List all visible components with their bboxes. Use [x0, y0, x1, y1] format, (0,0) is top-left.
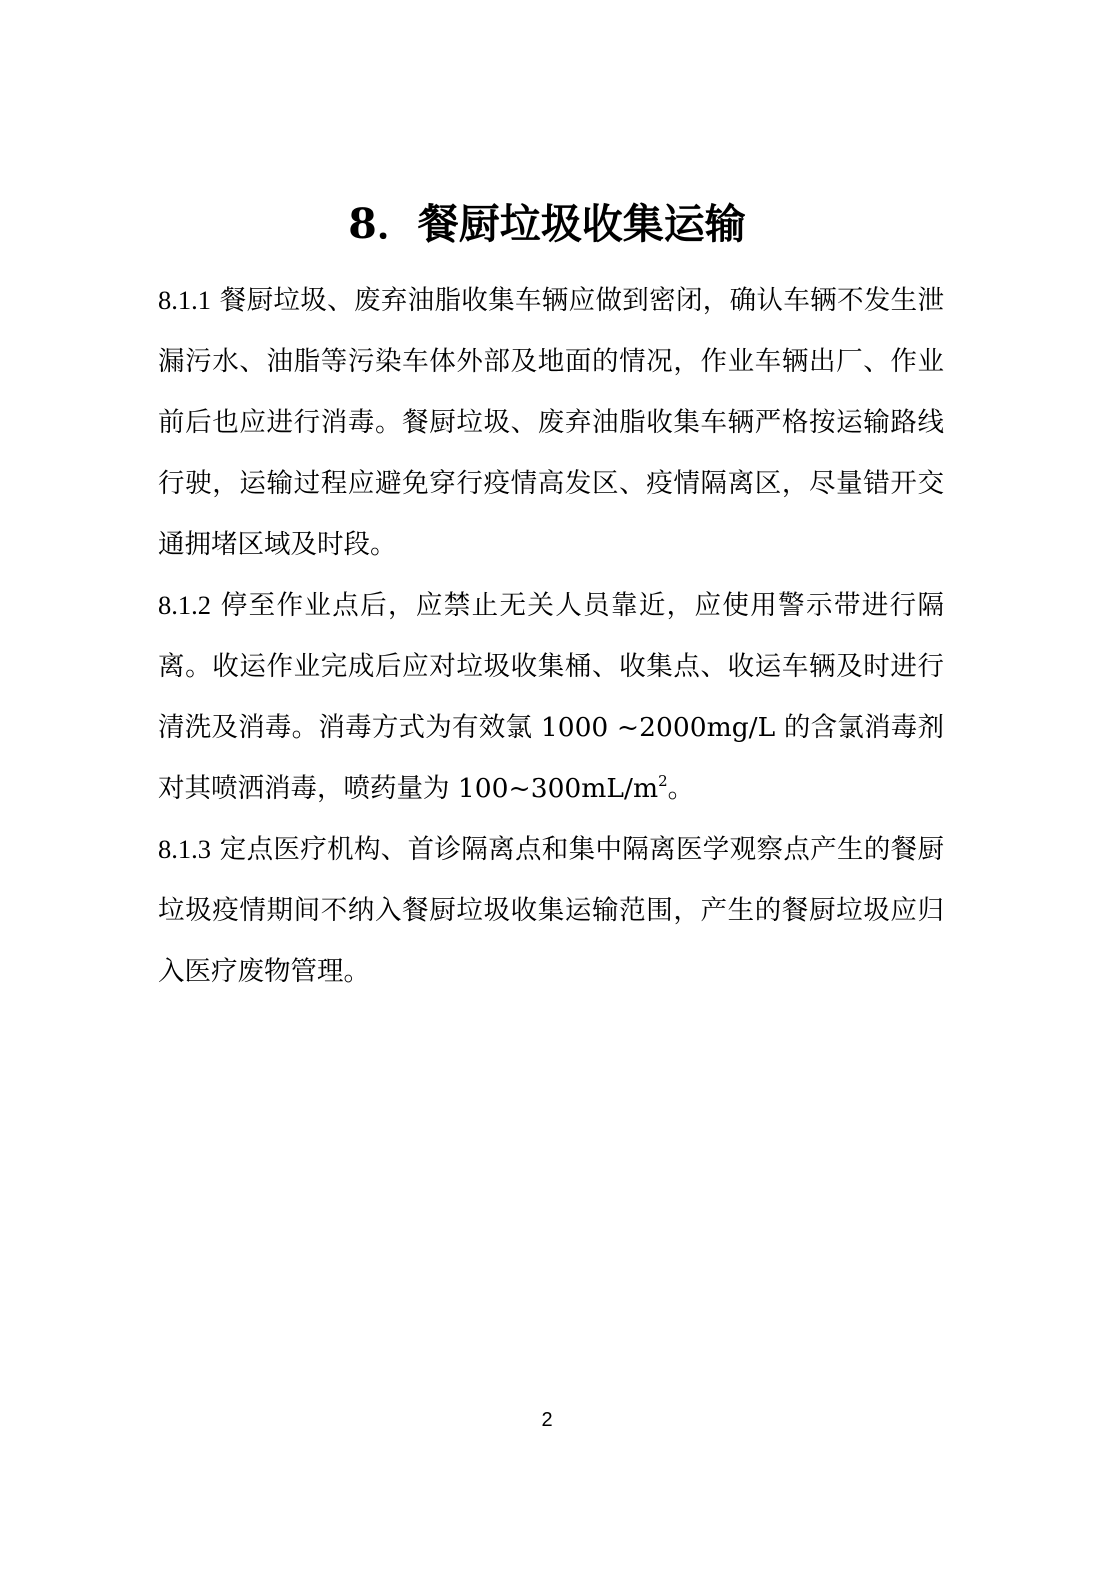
document-body [158, 270, 944, 1002]
paragraph-text: 定点医疗机构、首诊隔离点和集中隔离医学观察点产生的餐厨垃圾疫情期间不纳入餐厨垃圾收集运输范围，产生的餐厨垃圾应归入医疗废物管理。 [158, 834, 944, 987]
paragraph-text: 停至作业点后，应禁止无关人员靠近，应使用警示带进行隔离。收运作业完成后应对垃圾收集桶、收集点、收运车辆及时进行清洗及消毒。消毒方式为有效氯 1000 ~2000mg/L 的含氯消毒剂对其喷洒消毒，喷药量为 100~300mL/m [158, 590, 944, 804]
paragraph-suffix: 。 [667, 773, 695, 804]
clause-number: 8.1.3 [158, 834, 211, 864]
page-title: 8．餐厨垃圾收集运输 [348, 200, 746, 248]
clause-number: 8.1.2 [158, 590, 211, 620]
paragraph-text: 餐厨垃圾、废弃油脂收集车辆应做到密闭，确认车辆不发生泄漏污水、油脂等污染车体外部及地面的情况，作业车辆出厂、作业前后也应进行消毒。餐厨垃圾、废弃油脂收集车辆严格按运输路线行驶，运输过程应避免穿行疫情高发区、疫情隔离区，尽量错开交通拥堵区域及时段。 [158, 285, 944, 560]
paragraph-8-1-3 [158, 819, 944, 1002]
clause-number: 8.1.1 [158, 285, 211, 315]
paragraph-8-1-2 [158, 575, 944, 819]
superscript: 2 [658, 772, 668, 790]
paragraph-8-1-1 [158, 270, 944, 575]
page-number: 2 [541, 1409, 553, 1431]
